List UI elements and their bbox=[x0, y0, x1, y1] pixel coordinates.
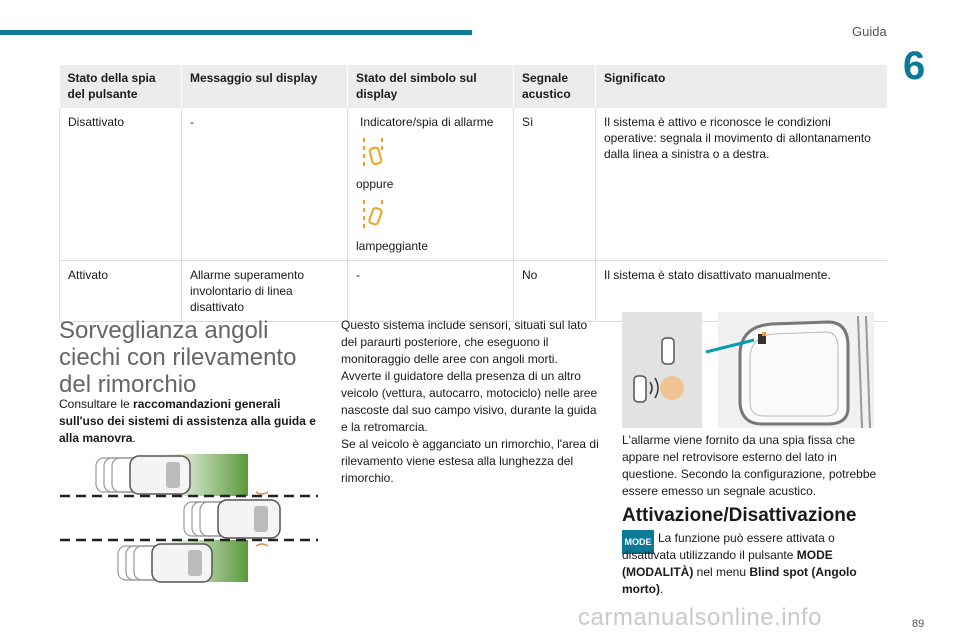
lane-warning-icon bbox=[360, 136, 386, 170]
cell-sound: No bbox=[514, 261, 596, 322]
activation-heading: Attivazione/Disattivazione bbox=[622, 505, 857, 526]
lane-warning-flashing-icon bbox=[360, 198, 386, 232]
blind-spot-illustration bbox=[58, 450, 320, 584]
menu-label: Blind spot (Angolo morto) bbox=[622, 565, 857, 596]
section-title: Guida bbox=[852, 24, 887, 39]
symbol-or-label: oppure bbox=[356, 177, 394, 191]
intro-prefix: Consultare le bbox=[59, 397, 134, 411]
header-accent-bar bbox=[0, 30, 472, 35]
description-column: Questo sistema include sensori, situati sul lato del paraurti posteriore, che eseguono il monitoraggio delle aree con angoli morti. Avverte il guidatore della presenza di un altro veicolo (vettura, autocarro, motociclo) nelle aree nascoste dal suo campo visivo, durante la guida e la retromarcia. Se al veicolo è agganciato un rimorchio, l'area di rilevamento viene estesa alla lunghezza del rimorchio. bbox=[341, 318, 599, 485]
mode-text: La funzione può essere attivata o disattivata utilizzando il pulsante bbox=[622, 531, 835, 562]
table-header: Segnale acustico bbox=[514, 65, 596, 108]
status-table bbox=[59, 65, 887, 322]
intro-link-text: raccomandazioni generali sull'uso dei sistemi di assistenza alla guida e alla manovra bbox=[59, 397, 316, 445]
watermark: carmanualsonline.info bbox=[578, 604, 822, 631]
alarm-paragraph: L'allarme viene fornito da una spia fissa che appare nel retrovisore esterno del lato in questione. Secondo la configurazione, potrebbe essere emesso un segnale acustico. bbox=[622, 433, 877, 498]
intro-suffix: . bbox=[132, 431, 136, 445]
intro-paragraph bbox=[59, 396, 321, 447]
article-title: Sorveglianza angoli ciechi con rilevamento del rimorchio bbox=[59, 317, 297, 398]
symbol-flashing-label: lampeggiante bbox=[356, 239, 429, 253]
cell-state: Attivato bbox=[60, 261, 182, 322]
cell-message: - bbox=[182, 108, 348, 261]
chapter-number: 6 bbox=[903, 44, 926, 88]
cell-message: Allarme superamento involontario di linea disattivato bbox=[182, 261, 348, 322]
mode-button-icon: MODE bbox=[622, 530, 654, 554]
table-header-row bbox=[60, 65, 888, 108]
cell-meaning: Il sistema è attivo e riconosce le condizioni operative: segnala il movimento di allontanamento dalla linea a sinistra o a destra. bbox=[596, 108, 888, 261]
table-header: Stato della spia del pulsante bbox=[60, 65, 182, 108]
mode-text: nel menu bbox=[693, 565, 750, 579]
table-header: Significato bbox=[596, 65, 888, 108]
table-header: Stato del simbolo sul display bbox=[348, 65, 514, 108]
table-row bbox=[60, 108, 888, 261]
symbol-label: Indicatore/spia di allarme bbox=[360, 115, 494, 129]
cell-symbol bbox=[348, 108, 514, 261]
mode-text: . bbox=[660, 582, 664, 596]
cell-state: Disattivato bbox=[60, 108, 182, 261]
cell-symbol: - bbox=[348, 261, 514, 322]
cell-sound: Sì bbox=[514, 108, 596, 261]
mirror-warning-illustration bbox=[622, 312, 874, 428]
mode-paragraph bbox=[622, 530, 886, 598]
mode-button-label: MODE (MODALITÀ) bbox=[622, 548, 833, 579]
cell-meaning: Il sistema è stato disattivato manualmente. bbox=[596, 261, 888, 322]
page-number: 89 bbox=[912, 618, 925, 630]
table-header: Messaggio sul display bbox=[182, 65, 348, 108]
